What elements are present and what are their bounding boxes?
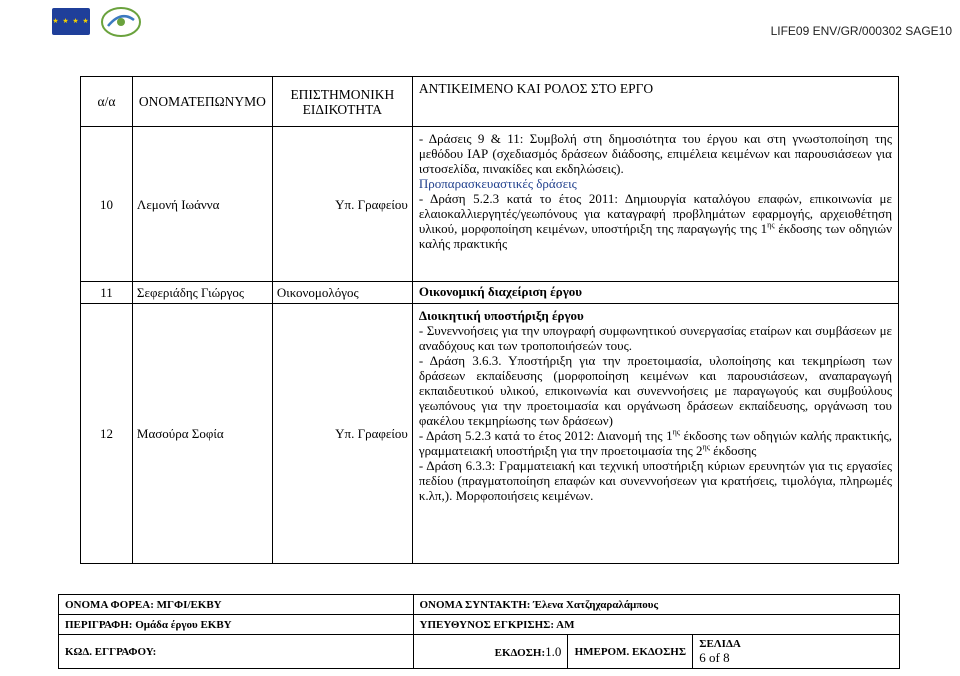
header-name: ΟΝΟΜΑΤΕΠΩΝΥΜΟ	[132, 77, 272, 127]
team-table	[80, 76, 899, 564]
row-name: Λεμονή Ιωάννα	[132, 127, 272, 282]
footer-table	[58, 594, 900, 669]
row-name: Μασούρα Σοφία	[132, 304, 272, 564]
role-heading: Προπαρασκευαστικές δράσεις	[418, 176, 577, 191]
life-logo-icon	[100, 6, 142, 38]
table-row	[81, 127, 899, 282]
row-aa: 11	[81, 282, 133, 304]
role-paragraph: - Δράση 6.3.3: Γραμματειακή και τεχνική υποστήριξη κύριων ερευνητών για τις εργασίες πεδίου (πραγματοποίηση επαφών και συνεννοήσεων για κρατήσεις, τιμολόγια, πληρωμές κ.λπ,). Μορφοποιήσεις κειμένων.	[418, 458, 892, 503]
role-heading: Διοικητική υποστήριξη έργου	[418, 308, 584, 323]
footer-description: ΠΕΡΙΓΡΑΦΗ: Ομάδα έργου ΕΚΒΥ	[59, 615, 414, 635]
header-specialty: ΕΠΙΣΤΗΜΟΝΙΚΗ ΕΙΔΙΚΟΤΗΤΑ	[272, 77, 412, 127]
footer-org: ΟΝΟΜΑ ΦΟΡΕΑ: ΜΓΦΙ/ΕΚΒΥ	[59, 595, 414, 615]
row-aa: 10	[81, 127, 133, 282]
table-row	[81, 304, 899, 564]
role-paragraph: - Συνεννοήσεις για την υπογραφή συμφωνητικού συνεργασίας εταίρων και συμβάσεων με αναδόχους και των τροποποιήσεών τους.	[418, 323, 892, 353]
footer-date: ΗΜΕΡΟΜ. ΕΚΔΟΣΗΣ	[568, 635, 693, 669]
row-specialty: Οικονομολόγος	[272, 282, 412, 304]
footer-version: ΕΚΔΟΣΗ:1.0	[413, 635, 568, 669]
header-role: ΑΝΤΙΚΕΙΜΕΝΟ ΚΑΙ ΡΟΛΟΣ ΣΤΟ ΕΡΓΟ	[412, 77, 898, 127]
table-row	[81, 282, 899, 304]
footer-approver: ΥΠΕΥΘΥΝΟΣ ΕΓΚΡΙΣΗΣ: ΑΜ	[413, 615, 900, 635]
row-specialty: Υπ. Γραφείου	[272, 304, 412, 564]
role-paragraph: - Δράση 3.6.3. Υποστήριξη για την προετοιμασία, υλοποίησης και τεκμηρίωση των δράσεων εκπαίδευσης (μορφοποίηση κειμένων και παρουσιάσεων, αναπαραγωγή εκπαιδευτικού υλικού, επικοινωνία και συνεννοήσεις με παραγωγούς και συμβούλους γεωπόνους για την προετοιμασία και οργάνωση δράσεων εκπαίδευσης, οργάνωση του φακέλου τεκμηρίωσης των δράσεων)	[418, 353, 892, 428]
row-role	[412, 304, 898, 564]
eu-flag-logo: ★ ★ ★ ★	[52, 8, 90, 35]
row-name: Σεφεριάδης Γιώργος	[132, 282, 272, 304]
footer-author: ΟΝΟΜΑ ΣΥΝΤΑΚΤΗ: Έλενα Χατζηχαραλάμπους	[413, 595, 900, 615]
table-header-row	[81, 77, 899, 127]
row-role: Οικονομική διαχείριση έργου	[412, 282, 898, 304]
row-aa: 12	[81, 304, 133, 564]
role-paragraph: - Δράση 5.2.3 κατά το έτος 2012: Διανομή της $1^{\eta\varsigma}$ έκδοσης των οδηγιών καλής πρακτικής, γραμματειακή υποστήριξη για την προετοιμασία της $2^{\eta\varsigma}$ έκδοσης	[418, 427, 893, 458]
header-aa: α/α	[81, 77, 133, 127]
role-paragraph: - Δράσεις 9 & 11: Συμβολή στη δημοσιότητα του έργου και στη γνωστοποίηση της μεθόδου ΙΑΡ (σχεδιασμός δράσεων διάδοσης, επιμέλεια κειμένων και παρουσιάσεων για ιστοσελίδα, πινακίδες και εκδηλώσεις).	[418, 131, 892, 176]
row-specialty: Υπ. Γραφείου	[272, 127, 412, 282]
row-role	[412, 127, 898, 282]
footer-code: ΚΩΔ. ΕΓΓΡΑΦΟΥ:	[59, 635, 414, 669]
page-header	[0, 0, 960, 60]
footer-page: ΣΕΛΙΔΑ 6 of 8	[693, 635, 900, 669]
project-reference: LIFE09 ENV/GR/000302 SAGE10	[770, 24, 952, 38]
role-paragraph: - Δράση 5.2.3 κατά το έτος 2011: Δημιουργία καταλόγου επαφών, επικοινωνία με ελαιοκαλλιεργητές/γεωπόνους για καταγραφή προβλημάτων εφαρμογής, αρχειοθέτηση υλικού, μορφοποίηση κειμένων, υποστήριξη της παραγωγής της $1^{\eta\varsigma}$ έκδοσης των οδηγιών καλής πρακτικής	[418, 191, 892, 251]
